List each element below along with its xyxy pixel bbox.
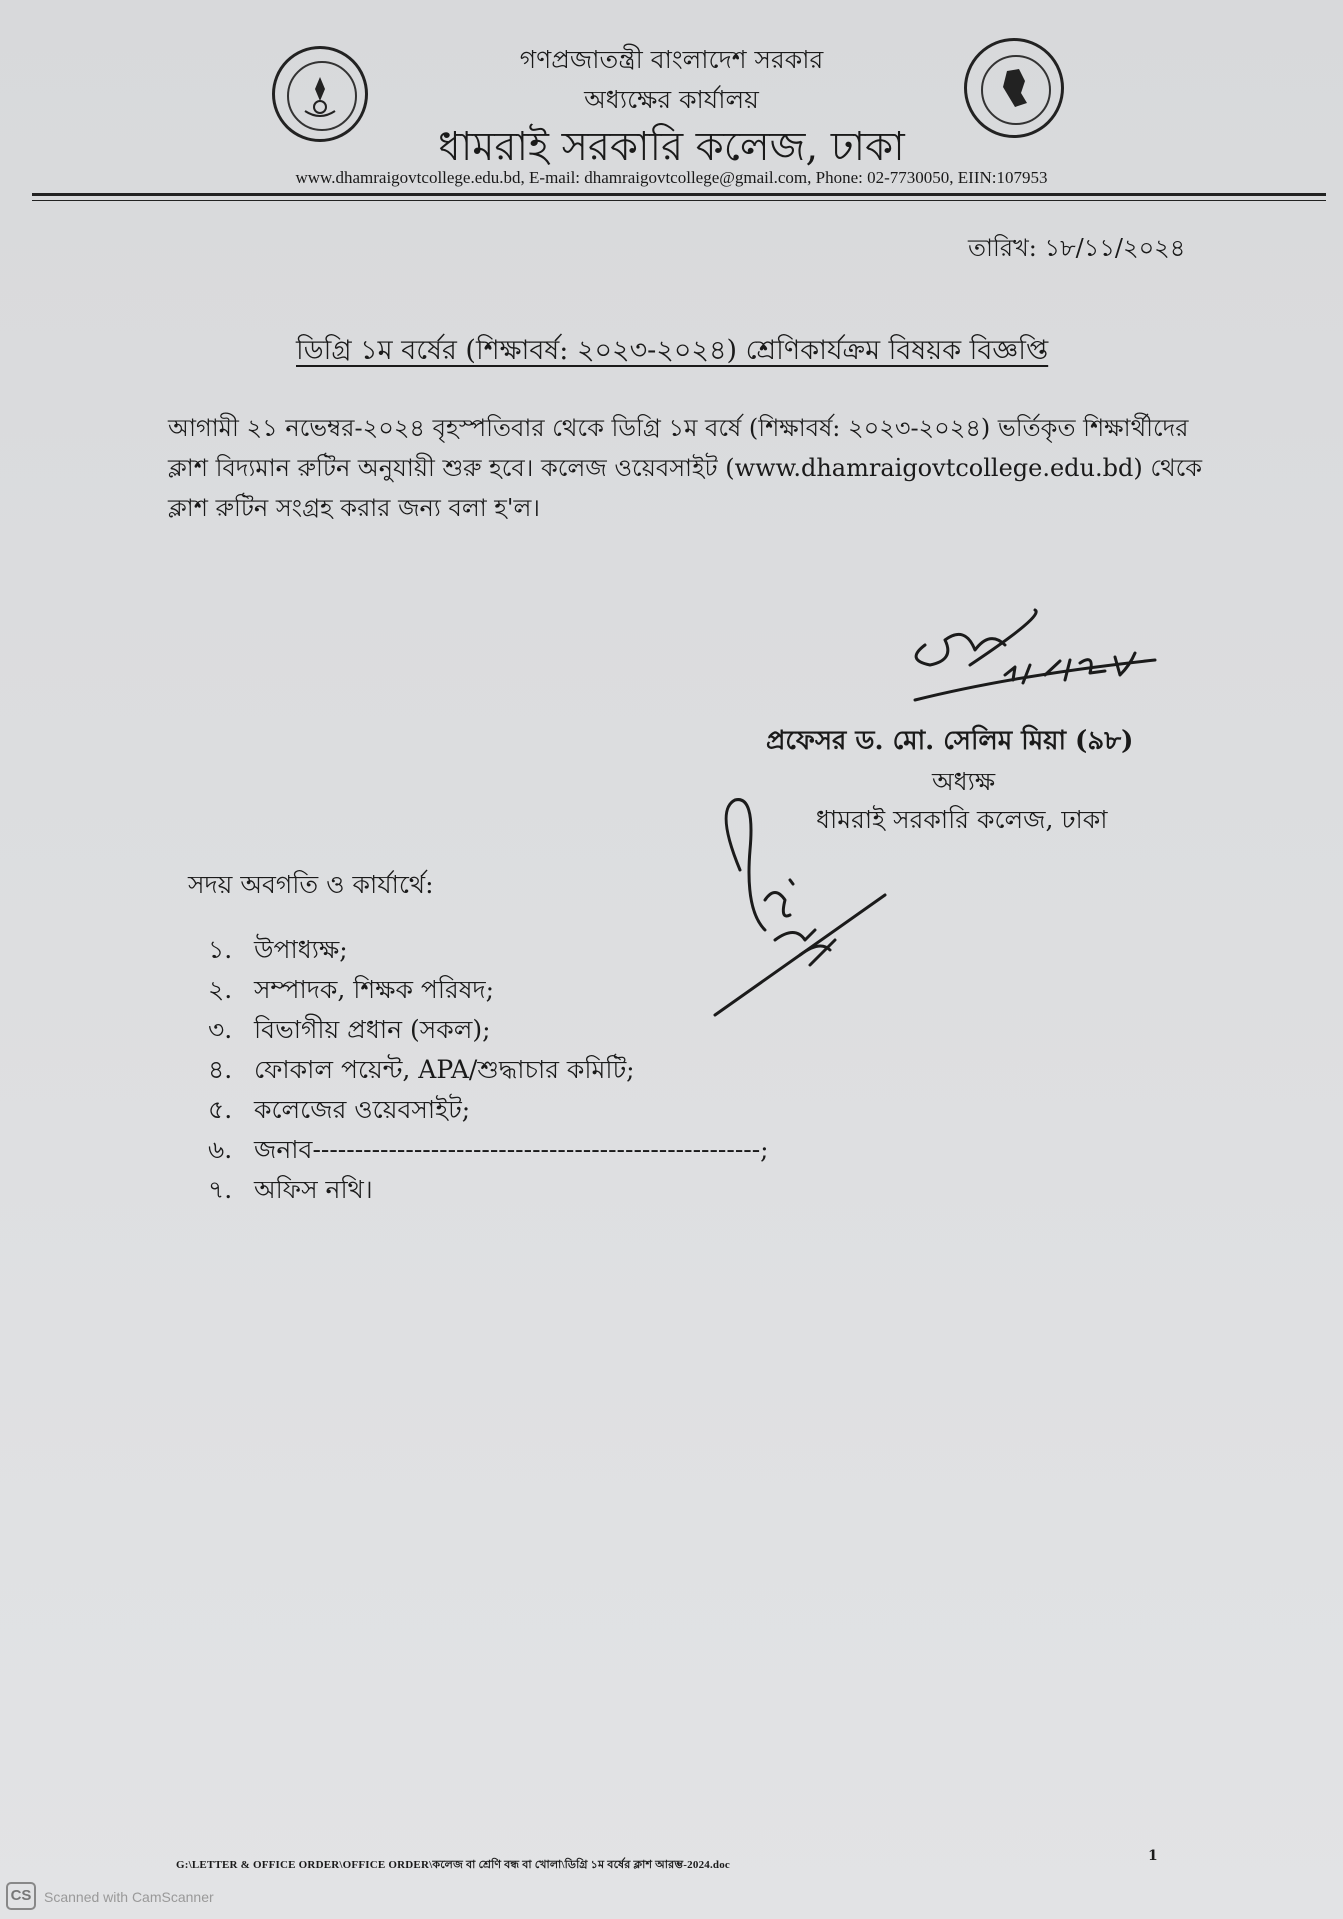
header-line-2: অধ্যক্ষের কার্যালয়: [584, 85, 759, 114]
distribution-item: ৫. কলেজের ওয়েবসাইট;: [208, 1095, 471, 1124]
distribution-item: ২. সম্পাদক, শিক্ষক পরিষদ;: [208, 975, 495, 1004]
header-rule-thin: [32, 200, 1326, 201]
signatory-office: ধামরাই সরকারি কলেজ, ঢাকা: [816, 805, 1108, 834]
initial-signature: [695, 790, 905, 1020]
camscanner-watermark: Scanned with CamScanner: [44, 1889, 214, 1905]
notice-body-line-2: ক্লাশ বিদ্যমান রুটিন অনুযায়ী শুরু হবে। কলেজ ওয়েবসাইট (www.dhamraigovtcollege.edu.bd) থেকে: [168, 454, 1203, 482]
distribution-item: ৪. ফোকাল পয়েন্ট, APA/শুদ্ধাচার কমিটি;: [208, 1055, 635, 1084]
page-number: 1: [1148, 1848, 1158, 1864]
contact-line: www.dhamraigovtcollege.edu.bd, E-mail: dhamraigovtcollege@gmail.com, Phone: 02-7730050, EIIN:107953: [295, 168, 1048, 187]
header-rule-thick: [32, 193, 1326, 196]
signatory-designation: অধ্যক্ষ: [932, 767, 996, 796]
notice-body-line-1: আগামী ২১ নভেম্বর-২০২৪ বৃহস্পতিবার থেকে ডিগ্রি ১ম বর্ষে (শিক্ষাবর্ষ: ২০২৩-২০২৪) ভর্তিকৃত শিক্ষার্থীদের: [168, 414, 1189, 442]
distribution-item: ৩. বিভাগীয় প্রধান (সকল);: [208, 1015, 491, 1044]
notice-title: ডিগ্রি ১ম বর্ষের (শিক্ষাবর্ষ: ২০২৩-২০২৪) শ্রেণিকার্যক্রম বিষয়ক বিজ্ঞপ্তি: [296, 335, 1049, 366]
signatory-name: প্রফেসর ড. মো. সেলিম মিয়া (৯৮): [766, 726, 1134, 756]
distribution-heading: সদয় অবগতি ও কার্যার্থে:: [188, 870, 434, 899]
distribution-item: ৭. অফিস নথি।: [208, 1175, 373, 1204]
header-line-1: গণপ্রজাতন্ত্রী বাংলাদেশ সরকার: [519, 45, 824, 74]
distribution-item: ৬. জনাব-----------------------------------------------------;: [208, 1135, 769, 1164]
college-name: ধামরাই সরকারি কলেজ, ঢাকা: [438, 124, 905, 170]
notice-body-line-3: ক্লাশ রুটিন সংগ্রহ করার জন্য বলা হ'ল।: [168, 494, 540, 522]
camscanner-logo-icon: CS: [6, 1882, 36, 1910]
distribution-item: ১. উপাধ্যক্ষ;: [208, 935, 348, 964]
file-path-footer: G:\LETTER & OFFICE ORDER\OFFICE ORDER\কলেজ বা শ্রেণি বন্ধ বা খোলা\ডিগ্রি ১ম বর্ষের ক্লাশ আরম্ভ-2024.doc: [176, 1859, 731, 1871]
issue-date: তারিখ: ১৮/১১/২০২৪: [968, 234, 1186, 262]
principal-signature: [895, 605, 1175, 715]
